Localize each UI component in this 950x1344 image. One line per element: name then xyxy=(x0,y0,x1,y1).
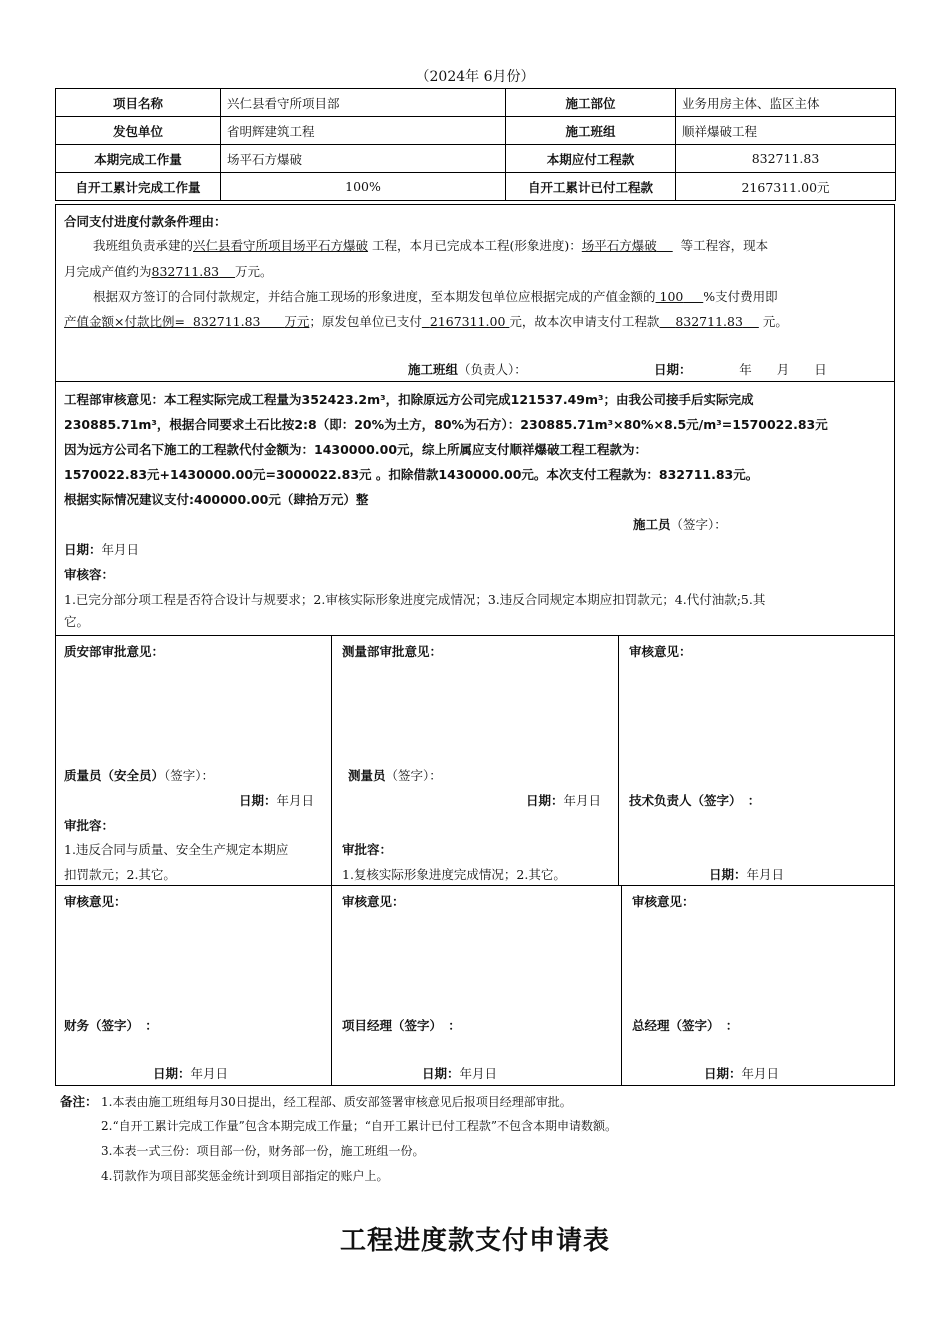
safety-review-label: 审批容： xyxy=(64,818,115,833)
project-info-table xyxy=(55,88,896,201)
gm-review-cell xyxy=(621,885,895,1086)
pm-signature: 项目经理（签字） ： xyxy=(342,1018,461,1033)
site: 业务用房主体、监区主体 xyxy=(676,89,896,117)
engineering-review-line-2: 它。 xyxy=(64,614,90,629)
reason-value: 832711.83 xyxy=(151,264,220,279)
table-row xyxy=(56,173,896,201)
gm-date: 日期：年月日 xyxy=(704,1066,780,1081)
project-name: 兴仁县看守所项目部 xyxy=(221,89,506,117)
engineering-line-2: 230885.71m³，根据合同要求土石比按2:8（即：20%为土方，80%为石方）：230885.71m³×80%×8.5元/m³=1570022.83元 xyxy=(64,417,828,432)
engineering-line-3: 因为远方公司名下施工的工程款代付金额为：1430000.00元，综上所属应支付顺祥爆破工程工程款为： xyxy=(64,442,648,457)
tech-title: 审核意见： xyxy=(629,644,692,659)
reason-project: 兴仁县看守所项目场平石方爆破 xyxy=(193,238,369,253)
engineering-date: 日期：年月日 xyxy=(64,542,140,557)
engineering-line-1: 工程部审核意见：本工程实际完成工程量为352423.2m³，扣除原远方公司完成121537.49m³；由我公司接手后实际完成 xyxy=(64,392,754,407)
reason-progress: 场平石方爆破 xyxy=(581,238,657,253)
note-3: 3.本表一式三份：项目部一份，财务部一份，施工班组一份。 xyxy=(101,1144,425,1158)
finance-review-cell xyxy=(55,885,332,1086)
finance-date: 日期：年月日 xyxy=(153,1066,229,1081)
reason-paragraph-2-cont: 产值金额×付款比例= 832711.83 万元；原发包单位已支付 2167311.00 元，故本次申请支付工程款 832711.83 元。 xyxy=(64,314,788,329)
engineering-review-line-1: 1.已完分部分项工程是否符合设计与规要求；2.审核实际形象进度完成情况；3.违反合同规定本期应扣罚款元；4.代付油款;5.其 xyxy=(64,592,766,607)
safety-review-line-2: 扣罚款元；2.其它。 xyxy=(64,867,176,882)
table-row xyxy=(56,117,896,145)
reason-paid: 2167311.00 xyxy=(429,314,506,329)
workload: 场平石方爆破 xyxy=(221,145,506,173)
reason-paragraph-2: 根据双方签订的合同付款规定，并结合施工现场的形象进度，至本期发包单位应根据完成的产值金额的 100 %支付费用即 xyxy=(93,289,778,304)
survey-title: 测量部审批意见： xyxy=(342,644,443,659)
contractor-label: 发包单位 xyxy=(56,117,221,145)
note-4: 4.罚款作为项目部奖惩金统计到项目部指定的账户上。 xyxy=(101,1169,389,1183)
reason-amount: 832711.83 xyxy=(192,314,261,329)
note-1: 1.本表由施工班组每月30日提出，经工程部、质安部签署审核意见后报项目经理部审批。 xyxy=(101,1095,572,1109)
team-label: 施工班组 xyxy=(506,117,676,145)
engineering-review-section xyxy=(55,381,895,636)
workload-label: 本期完成工作量 xyxy=(56,145,221,173)
contractor: 省明辉建筑工程 xyxy=(221,117,506,145)
cum-work-label: 自开工累计完成工作量 xyxy=(56,173,221,201)
gm-signature: 总经理（签字） ： xyxy=(632,1018,739,1033)
safety-signature: 质量员（安全员）（签字）： xyxy=(64,768,215,783)
safety-review-cell xyxy=(55,635,332,886)
project-name-label: 项目名称 xyxy=(56,89,221,117)
cum-paid-label: 自开工累计已付工程款 xyxy=(506,173,676,201)
survey-signature: 测量员（签字）： xyxy=(348,768,442,783)
engineering-line-5: 根据实际情况建议支付:400000.00元（肆拾万元）整 xyxy=(64,492,369,507)
reason-section xyxy=(55,204,895,382)
form-title: 工程进度款支付申请表 xyxy=(339,1226,610,1256)
cum-work: 100% xyxy=(221,173,506,201)
engineering-line-4: 1570022.83元+1430000.00元=3000022.83元 。扣除借款1430000.00元。本次支付工程款为：832711.83元。 xyxy=(64,467,759,482)
reason-percent: 100 xyxy=(659,289,684,304)
engineering-signature: 施工员（签字）： xyxy=(633,517,727,532)
gm-title: 审核意见： xyxy=(632,894,695,909)
finance-title: 审核意见： xyxy=(64,894,127,909)
tech-date: 日期：年月日 xyxy=(709,867,785,882)
survey-date: 日期：年月日 xyxy=(526,793,602,808)
payable: 832711.83 xyxy=(676,145,896,173)
tech-signature: 技术负责人（签字） ： xyxy=(629,793,761,808)
tech-review-cell xyxy=(618,635,895,886)
site-label: 施工部位 xyxy=(506,89,676,117)
safety-date: 日期：年月日 xyxy=(239,793,315,808)
reason-signature: 施工班组（负责人）： xyxy=(408,362,527,377)
pm-title: 审核意见： xyxy=(342,894,405,909)
reason-paragraph-1: 我班组负责承建的兴仁县看守所项目场平石方爆破 工程，本月已完成本工程(形象进度)：场平石方爆破 等工程容，现本 xyxy=(93,238,769,253)
table-row xyxy=(56,89,896,117)
engineering-review-label: 审核容： xyxy=(64,567,115,582)
note-2: 2.“自开工累计完成工作量”包含本期完成工作量；“自开工累计已付工程款”不包含本期申请数额。 xyxy=(101,1119,617,1133)
survey-review-cell xyxy=(331,635,619,886)
reason-heading: 合同支付进度付款条件理由： xyxy=(64,214,227,229)
pm-review-cell xyxy=(331,885,622,1086)
reason-date: 日期： 年 月 日 xyxy=(654,362,827,377)
safety-review-line-1: 1.违反合同与质量、安全生产规定本期应 xyxy=(64,842,289,857)
team: 顺祥爆破工程 xyxy=(676,117,896,145)
notes-label: 备注： xyxy=(60,1094,98,1109)
safety-title: 质安部审批意见： xyxy=(64,644,165,659)
finance-signature: 财务（签字） ： xyxy=(64,1018,158,1033)
pm-date: 日期：年月日 xyxy=(422,1066,498,1081)
reason-paragraph-1-cont: 月完成产值约为832711.83 万元。 xyxy=(64,264,273,279)
table-row xyxy=(56,145,896,173)
survey-review-line-1: 1.复核实际形象进度完成情况；2.其它。 xyxy=(342,867,566,882)
reason-apply: 832711.83 xyxy=(675,314,743,329)
survey-review-label: 审批容： xyxy=(342,842,393,857)
payable-label: 本期应付工程款 xyxy=(506,145,676,173)
cum-paid: 2167311.00元 xyxy=(676,173,896,201)
period: （2024年 6月份） xyxy=(415,69,535,85)
